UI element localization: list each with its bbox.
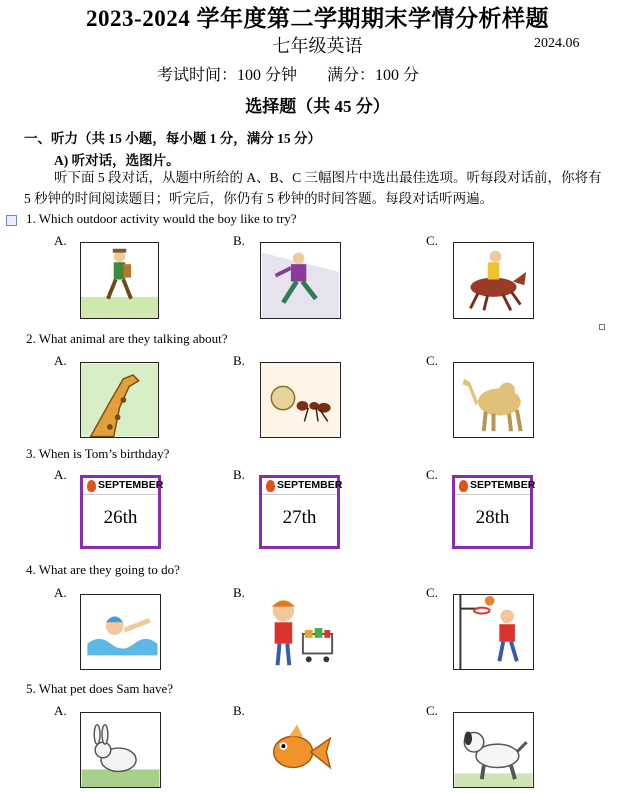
full-score: 满分：100 分 bbox=[327, 67, 420, 84]
shopping-image[interactable] bbox=[260, 594, 338, 670]
q4-option-b: B. bbox=[233, 585, 245, 600]
q5-option-a: A. bbox=[54, 703, 67, 718]
q5-option-b: B. bbox=[233, 703, 245, 718]
flame-icon bbox=[459, 480, 468, 492]
q2-option-c: C. bbox=[426, 353, 438, 368]
table-anchor-icon[interactable] bbox=[6, 215, 17, 226]
calendar-day: 26th bbox=[103, 507, 138, 528]
q1-option-a: A. bbox=[54, 233, 67, 248]
ant-image[interactable] bbox=[260, 362, 341, 438]
calendar-month: SEPTEMBER bbox=[277, 479, 343, 491]
calendar-c[interactable] bbox=[452, 475, 536, 549]
skating-boy-image[interactable] bbox=[260, 242, 341, 319]
section-title: 选择题（共 45 分） bbox=[245, 97, 390, 116]
question-4: 4. What are they going to do? bbox=[26, 562, 180, 577]
q2-option-a: A. bbox=[54, 353, 67, 368]
rabbit-image[interactable] bbox=[80, 712, 161, 788]
q3-option-b: B. bbox=[233, 467, 245, 482]
q3-option-c: C. bbox=[426, 467, 438, 482]
question-5: 5. What pet does Sam have? bbox=[26, 681, 174, 696]
q1-option-b: B. bbox=[233, 233, 245, 248]
layout-marker-icon bbox=[599, 324, 605, 330]
exam-subtitle: 七年级英语 bbox=[272, 36, 363, 56]
calendar-header bbox=[83, 478, 164, 495]
q5-option-c: C. bbox=[426, 703, 438, 718]
swimming-image[interactable] bbox=[80, 594, 161, 670]
q4-option-c: C. bbox=[426, 585, 438, 600]
question-2: 2. What animal are they talking about? bbox=[26, 331, 228, 346]
giraffe-image[interactable] bbox=[80, 362, 159, 438]
calendar-month: SEPTEMBER bbox=[98, 479, 164, 491]
calendar-month: SEPTEMBER bbox=[470, 479, 536, 491]
horse-riding-image[interactable] bbox=[453, 242, 534, 319]
q4-option-a: A. bbox=[54, 585, 67, 600]
exam-info bbox=[157, 62, 445, 85]
calendar-day: 27th bbox=[282, 507, 317, 528]
basketball-image[interactable] bbox=[453, 594, 534, 670]
calendar-b[interactable] bbox=[259, 475, 343, 549]
calendar-header bbox=[455, 478, 536, 495]
q2-option-b: B. bbox=[233, 353, 245, 368]
calendar-a[interactable] bbox=[80, 475, 164, 549]
instructions: 听下面 5 段对话，从题中所给的 A、B、C 三幅图片中选出最佳选项。听每段对话前，你将有 5 秒钟的时间阅读题目；听完后，你仍有 5 秒钟的时间答题。每段对话听两遍。 bbox=[24, 170, 602, 206]
dog-image[interactable] bbox=[453, 712, 534, 788]
hiking-boy-image[interactable] bbox=[80, 242, 159, 319]
flame-icon bbox=[87, 480, 96, 492]
part-title: 一、听力（共 15 小题，每小题 1 分，满分 15 分） bbox=[24, 131, 321, 146]
exam-time: 考试时间：100 分钟 bbox=[157, 67, 298, 84]
subpart-title: A) 听对话，选图片。 bbox=[54, 153, 180, 168]
exam-title: 2023-2024 学年度第二学期期末学情分析样题 bbox=[86, 6, 549, 31]
calendar-day: 28th bbox=[475, 507, 510, 528]
flame-icon bbox=[266, 480, 275, 492]
q3-option-a: A. bbox=[54, 467, 67, 482]
goldfish-image[interactable] bbox=[260, 712, 338, 788]
question-1: 1. Which outdoor activity would the boy like to try? bbox=[26, 211, 297, 226]
camel-image[interactable] bbox=[453, 362, 534, 438]
calendar-header bbox=[262, 478, 343, 495]
q1-option-c: C. bbox=[426, 233, 438, 248]
question-3: 3. When is Tom’s birthday? bbox=[26, 446, 170, 461]
exam-date: 2024.06 bbox=[534, 36, 580, 51]
